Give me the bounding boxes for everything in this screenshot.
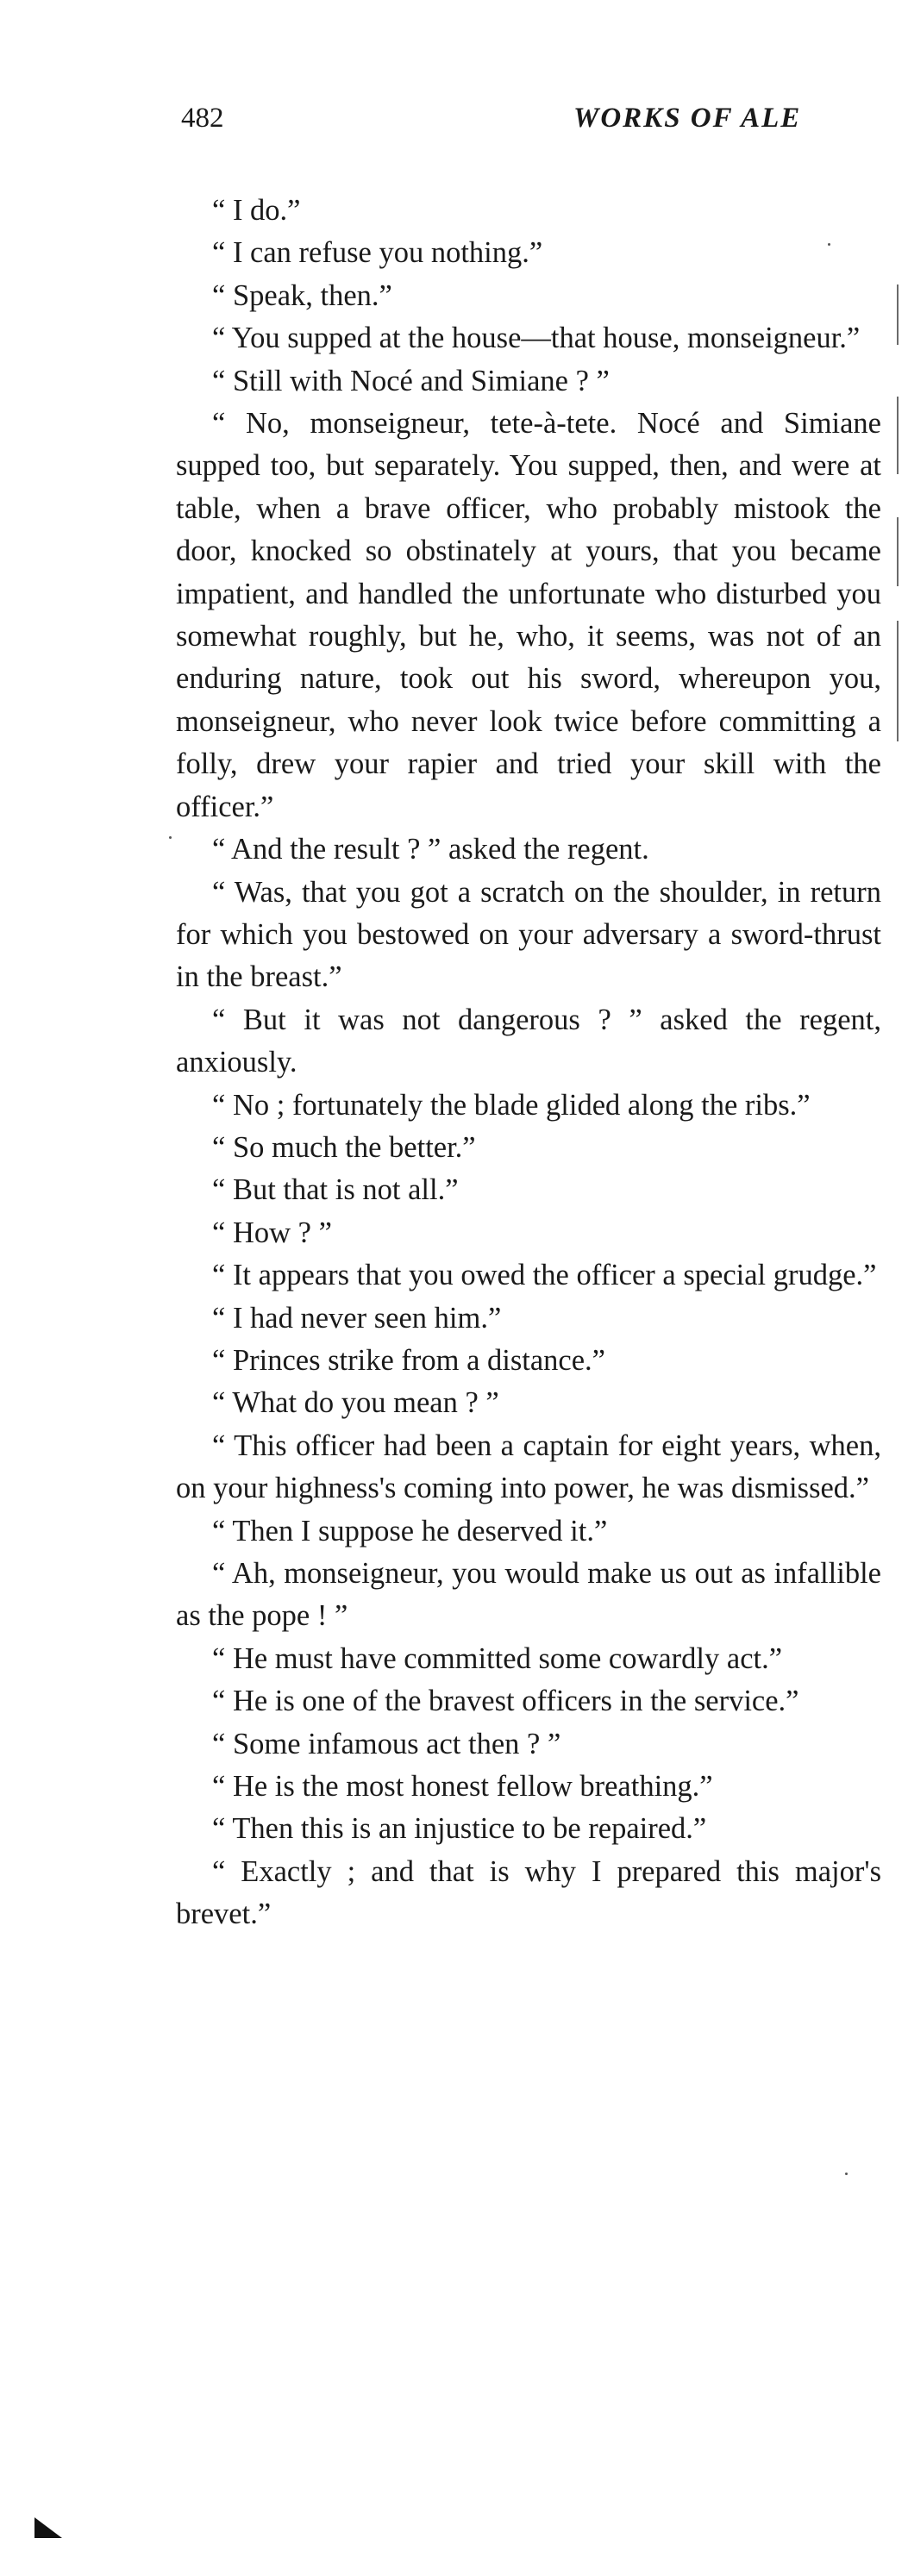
margin-rule <box>897 284 899 345</box>
body-text <box>176 190 881 1936</box>
paragraph: “ He must have committed some cowardly act.” <box>212 1641 783 1675</box>
paragraph: “ Speak, then.” <box>212 278 392 312</box>
corner-triangle-mark <box>34 2517 62 2538</box>
paragraph: “ He is one of the bravest officers in the service.” <box>212 1685 799 1718</box>
paragraph: “ Still with Nocé and Simiane ? ” <box>212 364 610 397</box>
paragraph: “ I had never seen him.” <box>212 1301 502 1335</box>
paragraph: “ I can refuse you nothing.” <box>212 236 543 270</box>
paragraph: “ Exactly ; and that is why I prepared this major's brevet.” <box>176 1854 881 1931</box>
paragraph: “ You supped at the house—that house, monseigneur.” <box>212 322 861 355</box>
print-speck <box>845 2173 848 2175</box>
paragraph: “ But that is not all.” <box>212 1173 459 1207</box>
paragraph: “ He is the most honest fellow breathing.” <box>212 1770 713 1804</box>
paragraph: “ I do.” <box>212 194 301 227</box>
paragraph: “ It appears that you owed the officer a special grudge.” <box>212 1259 877 1292</box>
margin-rule <box>897 621 899 741</box>
running-header <box>181 97 908 140</box>
page-number: 482 <box>181 103 224 134</box>
margin-rule <box>897 517 899 586</box>
paragraph: “ Some infamous act then ? ” <box>212 1727 561 1760</box>
paragraph: “ No, monseigneur, tete-à-tete. Nocé and Simiane supped too, but separately. You supped, then, and were at table, when a brave officer, who probably mistook the door, knocked so obstinately at yours, that you became impatient, and handled the unfortunate who disturbed you somewhat roughly, but he, who, it seems, was not of an enduring nature, took out his sword, whereupon you, monseigneur, who never look twice before committing a folly, drew your rapier and tried your skill with the officer.” <box>176 407 881 823</box>
paragraph: “ Ah, monseigneur, you would make us out as infallible as the pope ! ” <box>176 1557 881 1633</box>
print-speck <box>169 836 172 839</box>
paragraph: “ What do you mean ? ” <box>212 1386 499 1420</box>
paragraph: “ Then this is an injustice to be repaired.” <box>212 1812 707 1846</box>
paragraph: “ No ; fortunately the blade glided along the ribs.” <box>212 1088 811 1122</box>
margin-rule <box>897 397 899 474</box>
paragraph: “ And the result ? ” asked the regent. <box>212 833 649 866</box>
paragraph: “ Princes strike from a distance.” <box>212 1343 605 1377</box>
paragraph: “ Was, that you got a scratch on the shoulder, in return for which you bestowed on your adversary a sword-thrust in the breast.” <box>176 875 881 994</box>
paragraph: “ But it was not dangerous ? ” asked the regent, anxiously. <box>176 1003 881 1079</box>
paragraph: “ This officer had been a captain for eight years, when, on your highness's coming into power, he was dismissed.” <box>176 1429 881 1505</box>
running-title: WORKS OF ALE <box>573 103 802 134</box>
print-speck <box>828 243 830 246</box>
paragraph: “ How ? ” <box>212 1216 332 1249</box>
paragraph: “ Then I suppose he deserved it.” <box>212 1514 608 1547</box>
paragraph: “ So much the better.” <box>212 1130 476 1164</box>
